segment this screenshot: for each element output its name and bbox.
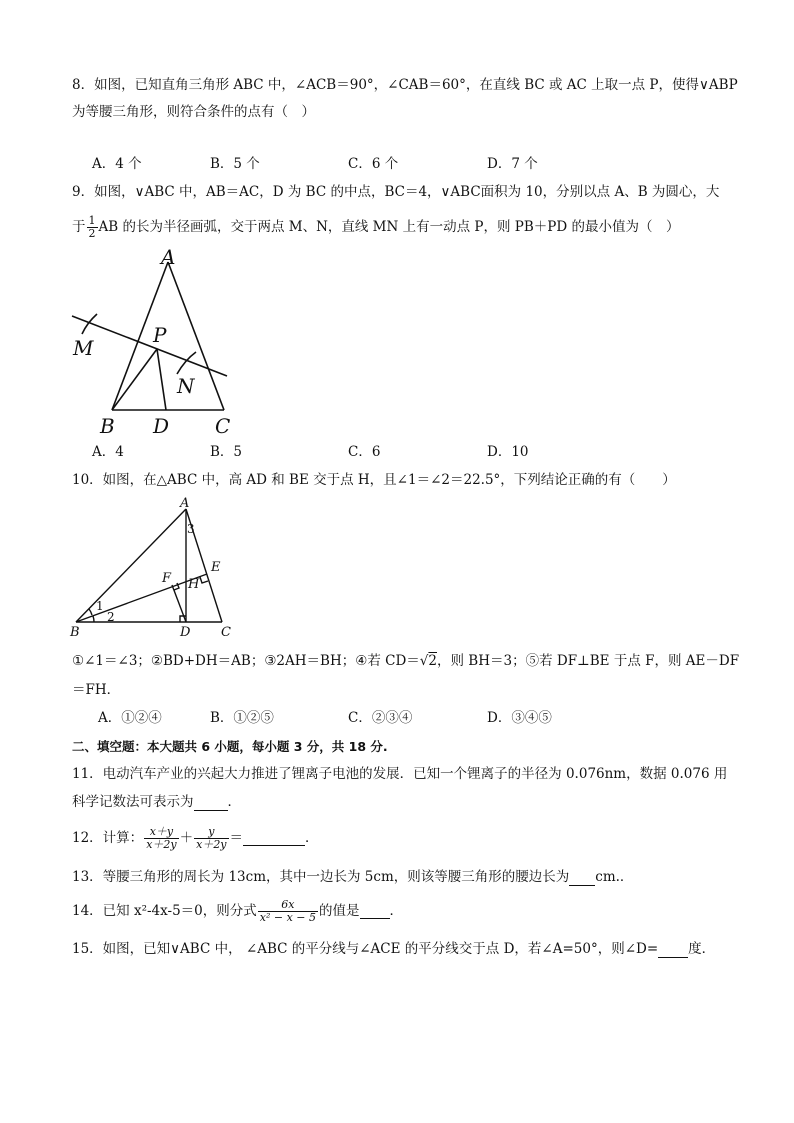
q9-label-n: N <box>177 374 195 398</box>
q10-label-d: D <box>180 625 191 640</box>
q9-option-b: B．5 <box>210 444 243 460</box>
q9-post: AB 的长为半径画弧，交于两点 M、N，直线 MN 上有一动点 P，则 PB＋PD 的最小值为（ ） <box>98 219 680 235</box>
q10-angle-mark-2 <box>93 616 94 622</box>
q9-segment-pb <box>112 349 157 410</box>
q8-option-a: A．4 个 <box>92 156 142 172</box>
q10-option-a: A．①②④ <box>98 710 162 726</box>
q12-plus: ＋ <box>179 830 194 846</box>
q10-label-b: B <box>70 625 80 640</box>
q8-option-d: D．7 个 <box>487 156 538 172</box>
q11-text-line1: 11．电动汽车产业的兴起大力推进了锂离子电池的发展．已知一个锂离子的半径为 0.076nm，数据 0.076 用 <box>72 766 728 782</box>
q10-figure <box>66 495 246 643</box>
q9-text-line2 <box>72 213 679 241</box>
q10-label-f: F <box>162 571 172 586</box>
q15-pre: 15．如图，已知∨ABC 中， ∠ABC 的平分线与∠ACE 的平分线交于点 D，若∠A=50°，则∠D= <box>72 941 659 957</box>
q11-text-line2 <box>72 793 241 811</box>
q8-text-line2: 为等腰三角形，则符合条件的点有（ ） <box>72 104 315 120</box>
q10-angle-label-2: 2 <box>107 610 115 624</box>
q10-label-c: C <box>221 625 231 640</box>
q10-text-line1: 10．如图，在△ABC 中，高 AD 和 BE 交于点 H，且∠1＝∠2＝22.5°，下列结论正确的有（ ） <box>72 472 676 488</box>
q10-label-h: H <box>188 577 200 592</box>
q10-conclusions-line1 <box>72 652 739 670</box>
q14-post: ． <box>389 903 404 919</box>
q10-conclusions-part2: ，则 BH＝3；⑤若 DF⊥BE 于点 F，则 AE－DF <box>437 653 740 669</box>
q8-text-line1: 8．如图，已知直角三角形 ABC 中，∠ACB＝90°，∠CAB＝60°，在直线 BC 或 AC 上取一点 P，使得∨ABP <box>72 77 738 93</box>
q9-pre: 于 <box>72 219 86 235</box>
q13-pre: 13．等腰三角形的周长为 13cm，其中一边长为 5cm，则该等腰三角形的腰边长为 <box>72 869 570 885</box>
q9-frac-den: 2 <box>88 227 96 240</box>
q12-pre: 12．计算： <box>72 830 144 846</box>
q12-frac1-den: x＋2y <box>146 838 177 851</box>
q9-option-d: D．10 <box>487 444 529 460</box>
q10-label-a: A <box>180 496 190 511</box>
q9-segment-pd <box>157 349 166 410</box>
q13-text <box>72 868 633 886</box>
q10-conclusions-line2: ＝FH． <box>72 682 121 698</box>
q11-post: ． <box>227 794 241 810</box>
q12-eq: ＝ <box>229 830 244 846</box>
q12-answer-blank[interactable] <box>243 831 305 846</box>
q13-post: cm.． <box>595 869 634 885</box>
q14-frac-num: 6x <box>258 899 318 912</box>
section2-heading: 二、填空题：本大题共 6 小题，每小题 3 分，共 18 分. <box>72 739 388 754</box>
q9-option-c: C．6 <box>348 444 381 460</box>
q10-side-ab <box>76 509 186 622</box>
q14-fraction <box>258 899 318 924</box>
q10-option-c: C．②③④ <box>348 710 413 726</box>
q9-text-line1: 9．如图，∨ABC 中，AB＝AC，D 为 BC 的中点，BC＝4，∨ABC面积为 10，分别以点 A、B 为圆心，大 <box>72 184 720 200</box>
q9-label-m: M <box>73 336 94 360</box>
q12-fraction-2 <box>194 826 228 851</box>
q9-option-a: A．4 <box>92 444 124 460</box>
q8-option-b: B．5 个 <box>210 156 260 172</box>
q10-sqrt-value: 2 <box>428 653 437 669</box>
q15-text <box>72 940 715 958</box>
q14-pre: 14．已知 x²-4x-5＝0，则分式 <box>72 903 257 919</box>
q14-mid: 的值是 <box>319 903 360 919</box>
q12-post: ． <box>305 830 319 846</box>
q9-label-p: P <box>153 323 167 347</box>
q11-pre: 科学记数法可表示为 <box>72 794 194 810</box>
q8-option-c: C．6 个 <box>348 156 399 172</box>
q14-frac-den: x² − x − 5 <box>259 911 317 924</box>
q9-line-mn <box>72 316 227 376</box>
q15-answer-blank[interactable] <box>658 943 688 958</box>
q9-label-c: C <box>215 414 231 438</box>
q10-option-d: D．③④⑤ <box>487 710 552 726</box>
q10-conclusions-part1: ①∠1＝∠3；②BD+DH＝AB；③2AH＝BH；④若 CD＝ <box>72 653 420 669</box>
q10-option-b: B．①②⑤ <box>210 710 274 726</box>
q11-answer-blank[interactable] <box>194 796 228 811</box>
q12-frac2-num: y <box>194 826 228 839</box>
q9-fraction <box>87 215 98 240</box>
q9-label-a: A <box>161 248 176 269</box>
q14-text <box>72 893 403 929</box>
q9-figure <box>60 248 250 440</box>
q10-angle-label-1: 1 <box>96 599 104 613</box>
q12-frac2-den: x＋2y <box>196 838 227 851</box>
q12-fraction-1 <box>144 826 178 851</box>
q12-text <box>72 820 319 856</box>
q9-label-b: B <box>100 414 115 438</box>
q10-sqrt: √2 <box>419 653 437 669</box>
q15-post: 度． <box>688 941 716 957</box>
q12-frac1-num: x＋y <box>144 826 178 839</box>
q9-frac-num: 1 <box>88 214 96 227</box>
q10-label-e: E <box>211 560 221 575</box>
q14-answer-blank[interactable] <box>360 904 390 919</box>
q10-right-angle-e <box>200 577 208 583</box>
q10-angle-mark-1 <box>89 609 92 615</box>
q10-angle-label-3: 3 <box>187 522 195 536</box>
q9-label-d: D <box>153 414 170 438</box>
q13-answer-blank[interactable] <box>569 871 595 886</box>
